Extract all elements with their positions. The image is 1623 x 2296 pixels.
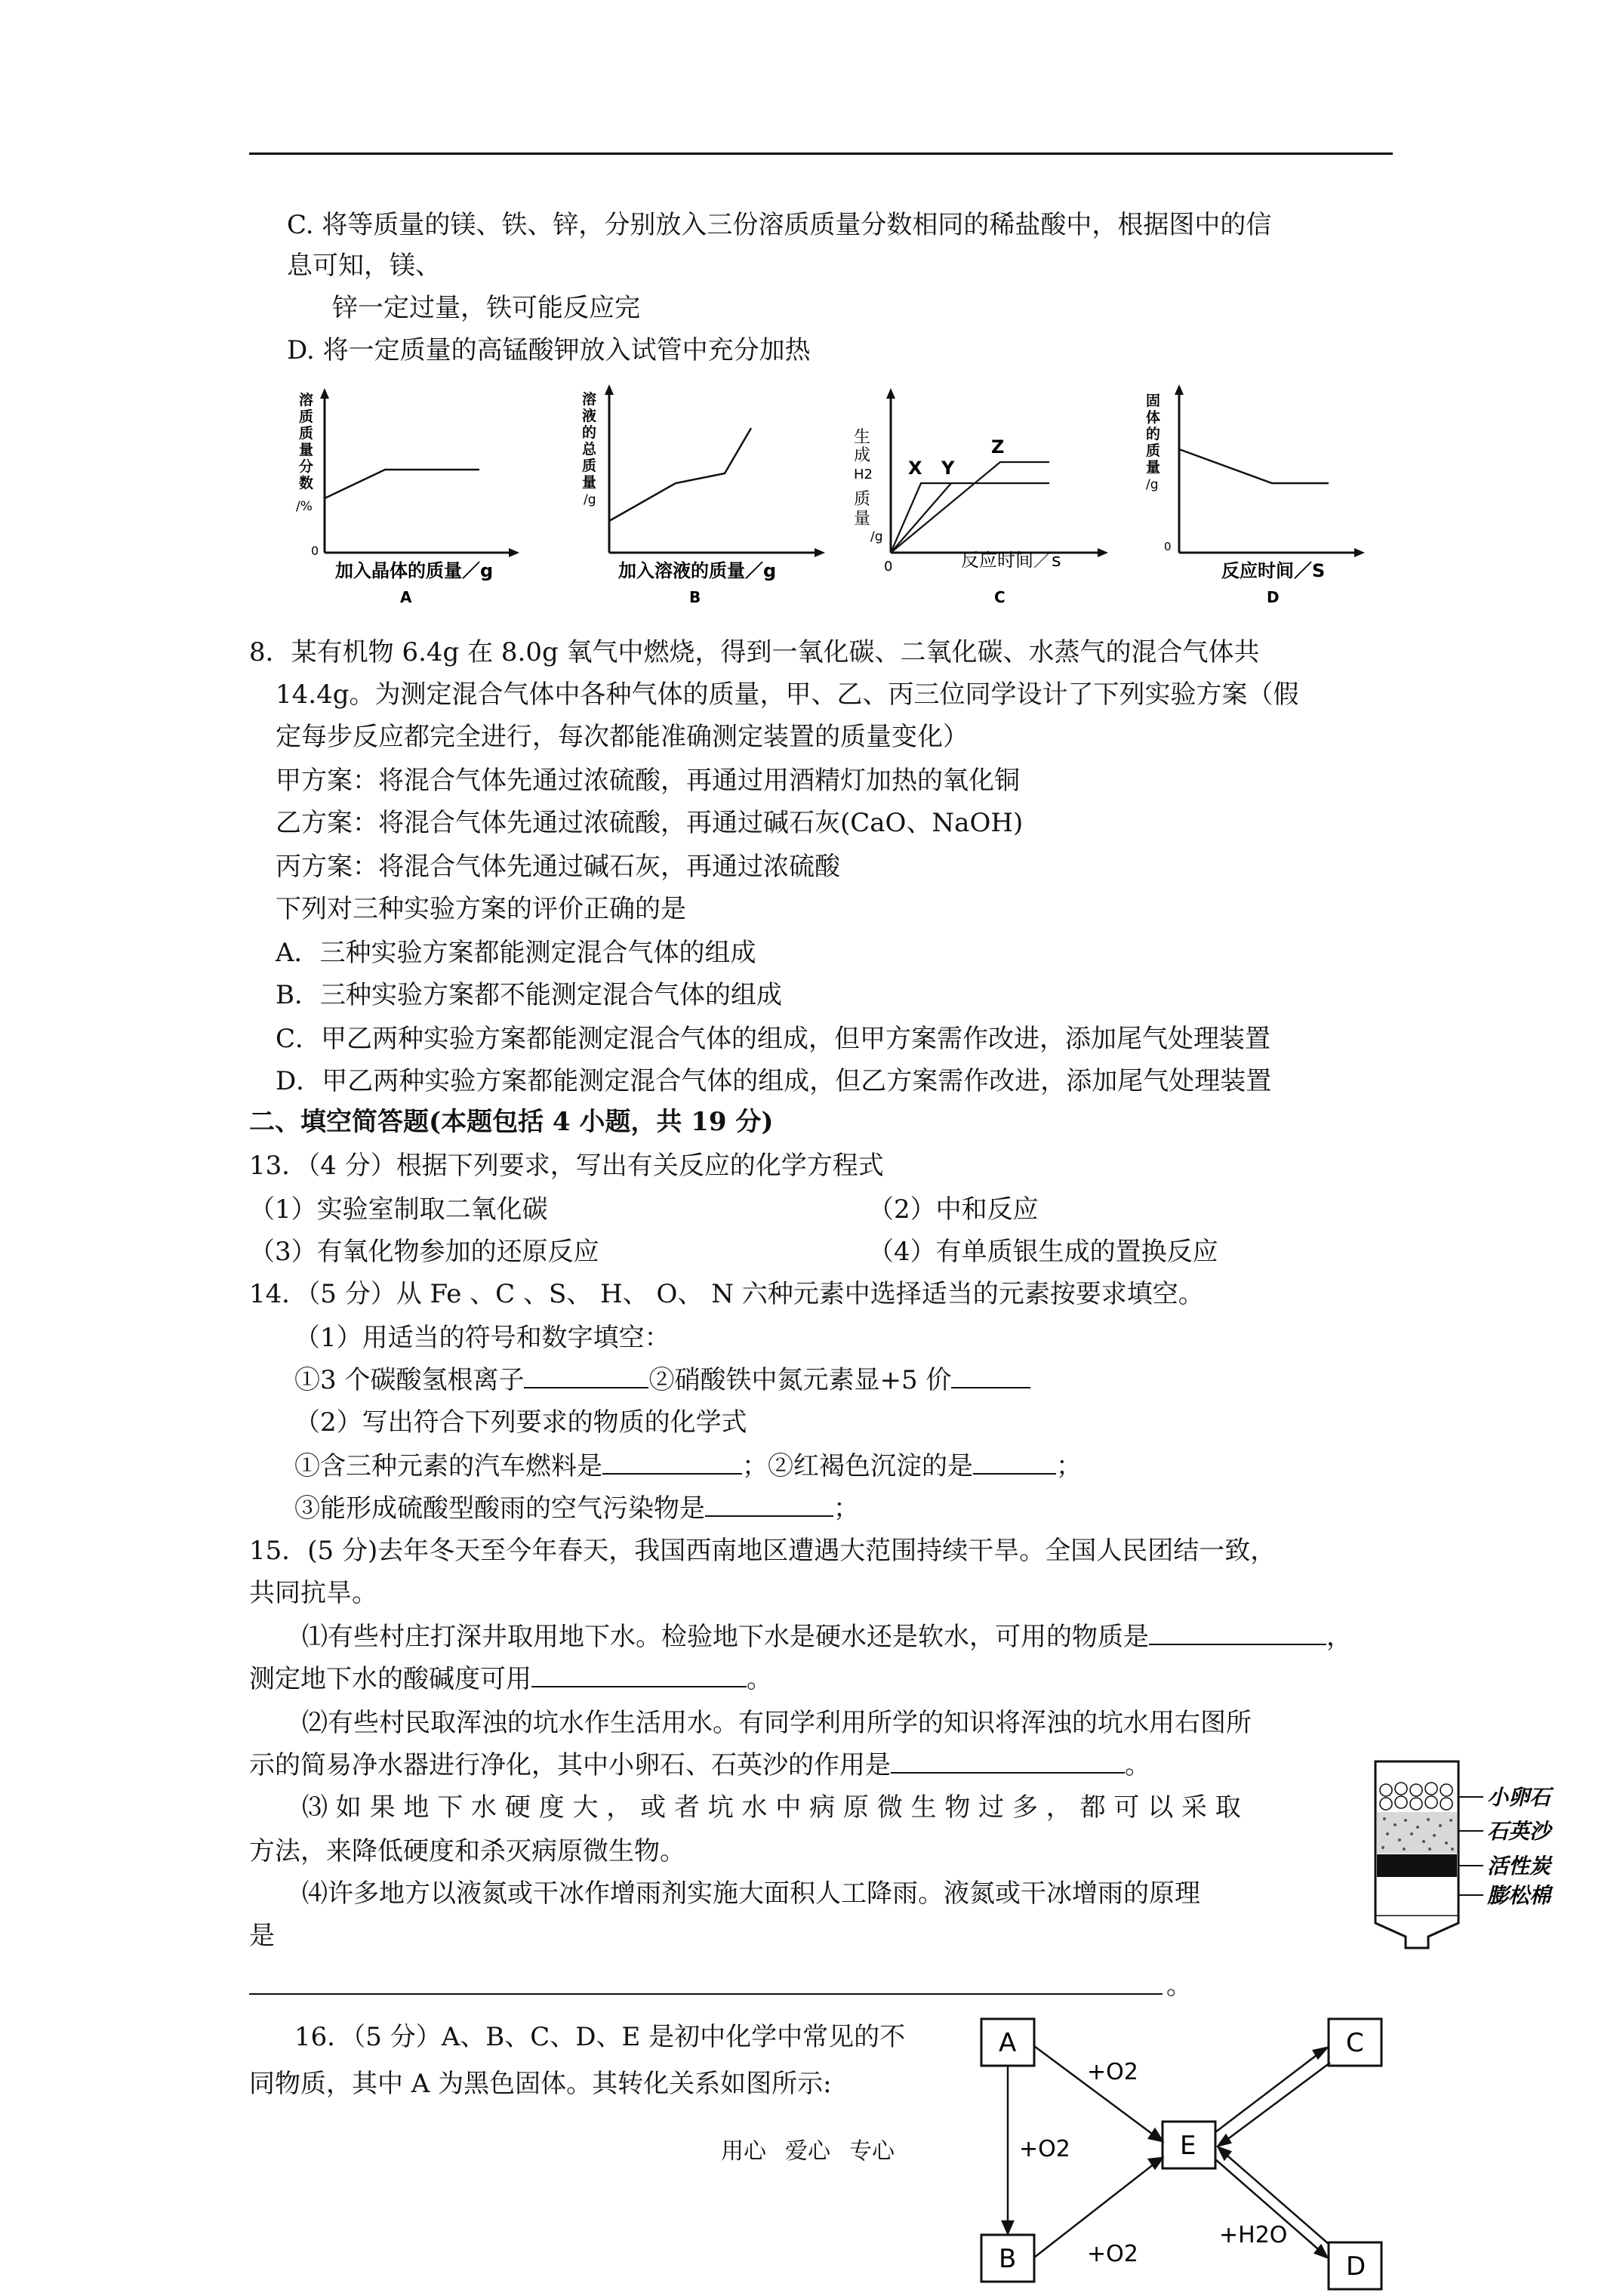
- graph-d-origin: 0: [1164, 540, 1172, 553]
- node-e: E: [1180, 2131, 1196, 2161]
- q16-line2: 同物质，其中 A 为黑色固体。其转化关系如图所示:: [249, 2069, 832, 2099]
- q15-line1: 15．(5 分)去年冬天至今年春天，我国西南地区遭遇大范围持续干旱。全国人民团结一致，: [249, 1536, 1277, 1566]
- q13-item1: （1）实验室制取二氧化碳: [249, 1194, 548, 1225]
- q8-option-d: D．甲乙两种实验方案都能测定混合气体的组成，但乙方案需作改进，添加尾气处理装置: [276, 1066, 1272, 1096]
- q16-transform-diagram: [974, 2008, 1397, 2296]
- q15-part3-line1: ⑶ 如 果 地 下 水 硬 度 大 ， 或 者 坑 水 中 病 原 微 生 物 过 多 ， 都 可 以 采 取: [302, 1792, 1241, 1823]
- q14-stem: 14．（5 分）从 Fe 、C 、S、 H、 O、 N 六种元素中选择适当的元素按要求填空。: [249, 1279, 1204, 1309]
- graph-b-yunit: /g: [584, 492, 596, 507]
- q15-part3-line2: 方法，来降低硬度和杀灭病原微生物。: [249, 1836, 685, 1866]
- q15-answer-period: 。: [1166, 1971, 1192, 2001]
- q14-part2b-blank[interactable]: [973, 1450, 1056, 1475]
- graph-a: [287, 385, 536, 612]
- graph-c-ylabel-3: 质: [854, 490, 871, 509]
- graph-a-xlabel: 加入晶体的质量／g: [335, 560, 494, 581]
- graph-a-ylabel-4: 分: [299, 458, 314, 475]
- footer-b: 爱心: [785, 2138, 830, 2165]
- graph-c-ylabel-1: 成: [854, 446, 871, 465]
- q8-plan-bing: 丙方案：将混合气体先通过碱石灰，再通过浓硫酸: [276, 852, 840, 882]
- q7-option-c-line3: 锌一定过量，铁可能反应完: [332, 293, 640, 323]
- graph-b-xlabel: 加入溶液的质量／g: [618, 560, 777, 581]
- graph-a-origin: 0: [311, 544, 319, 558]
- graph-d-ylabel-4: 量: [1146, 459, 1161, 476]
- q7-option-d: D. 将一定质量的高锰酸钾放入试管中充分加热: [287, 335, 811, 365]
- graph-c-origin: 0: [884, 559, 893, 575]
- q8-option-a: A．三种实验方案都能测定混合气体的组成: [276, 938, 756, 968]
- q14-part1b-label: ②硝酸铁中氮元素显+5 价: [648, 1365, 952, 1395]
- graph-a-ylabel-5: 数: [299, 475, 314, 492]
- q14-part2d-label: ③能形成硫酸型酸雨的空气污染物是: [294, 1493, 705, 1524]
- q15-part1-line: [302, 1620, 1352, 1653]
- q14-part2d-blank[interactable]: [705, 1493, 833, 1517]
- q8-option-c: C．甲乙两种实验方案都能测定混合气体的组成，但甲方案需作改进，添加尾气处理装置: [276, 1024, 1271, 1054]
- graph-a-letter: A: [400, 588, 412, 606]
- q8-plan-yi: 乙方案：将混合气体先通过浓硫酸，再通过碱石灰(CaO、NaOH): [276, 808, 1024, 838]
- q14-part2: （2）写出符合下列要求的物质的化学式: [294, 1407, 747, 1438]
- q14-part1b-blank[interactable]: [951, 1364, 1030, 1388]
- graph-c-ylabel-2: H2: [854, 467, 873, 482]
- q15-part2-line1: ⑵有些村民取浑浊的坑水作生活用水。有同学利用所学的知识将浑浊的坑水用右图所: [302, 1708, 1252, 1738]
- q15-answer-line[interactable]: [249, 1993, 1163, 1995]
- graph-b-ylabel-5: 量: [582, 474, 597, 491]
- q14-part2a-blank[interactable]: [602, 1450, 742, 1475]
- q15-ph-label: 测定地下水的酸碱度可用: [249, 1664, 531, 1694]
- q8-prompt: 下列对三种实验方案的评价正确的是: [276, 894, 686, 924]
- q13-item2: （2）中和反应: [868, 1194, 1039, 1225]
- q14-part2c-label: ；: [1056, 1451, 1082, 1481]
- graph-c-series-x: X: [908, 458, 922, 479]
- q8-plan-jia: 甲方案：将混合气体先通过浓硫酸，再通过用酒精灯加热的氧化铜: [276, 766, 1020, 796]
- q15-line2: 共同抗旱。: [249, 1578, 377, 1608]
- footer-c: 专心: [849, 2138, 895, 2165]
- q14-part2a-label: ①含三种元素的汽车燃料是: [294, 1451, 602, 1481]
- filter-label-cotton: 膨松棉: [1487, 1883, 1551, 1908]
- graph-c-xlabel: 反应时间／s: [961, 550, 1061, 571]
- label-d-to-e: +H2O: [1219, 2222, 1288, 2248]
- graph-d-xlabel: 反应时间／S: [1221, 560, 1326, 581]
- q14-part1a-label: ①3 个碳酸氢根离子: [294, 1365, 525, 1395]
- q15-part4-line1: ⑷许多地方以液氮或干冰作增雨剂实施大面积人工降雨。液氮或干冰增雨的原理: [302, 1878, 1200, 1909]
- graph-c-series-z: Z: [991, 436, 1005, 458]
- q8-option-b: B．三种实验方案都不能测定混合气体的组成: [276, 980, 782, 1010]
- filter-label-carbon: 活性炭: [1487, 1854, 1551, 1878]
- q15-part2-label: 示的简易净水器进行净化，其中小卵石、石英沙的作用是: [249, 1750, 891, 1780]
- graph-a-yunit: /%: [296, 499, 313, 514]
- graph-c-series-y: Y: [941, 458, 955, 479]
- graph-d-letter: D: [1267, 588, 1280, 606]
- q8-line1: 8．某有机物 6.4g 在 8.0g 氧气中燃烧，得到一氧化碳、二氧化碳、水蒸气的混合气体共: [249, 637, 1260, 667]
- q15-part2-line2: [249, 1749, 1150, 1782]
- node-a: A: [999, 2028, 1017, 2058]
- label-a-to-e: +O2: [1087, 2059, 1138, 2085]
- graph-a-ylabel-2: 质: [299, 425, 314, 442]
- q14-part2-line1: [294, 1450, 1082, 1483]
- q15-part1-comma: ，: [1326, 1622, 1352, 1652]
- q15-part1-blank[interactable]: [1149, 1621, 1326, 1645]
- graph-c-ylabel-4: 量: [854, 510, 871, 529]
- q15-part2-period: 。: [1125, 1750, 1150, 1780]
- header-rule: [249, 153, 1393, 155]
- node-d: D: [1346, 2251, 1366, 2282]
- graph-c-letter: C: [994, 588, 1006, 606]
- q8-line3: 定每步反应都完全进行，每次都能准确测定装置的质量变化）: [276, 722, 969, 752]
- graph-b: [570, 381, 849, 612]
- q15-part2-blank[interactable]: [891, 1749, 1125, 1774]
- graph-a-ylabel-1: 质: [299, 408, 314, 425]
- graph-d-ylabel-1: 体: [1146, 409, 1161, 426]
- q14-part2e-label: ；: [833, 1493, 859, 1524]
- q14-part2-line2: [294, 1492, 859, 1525]
- q14-part2b-label: ；②红褐色沉淀的是: [742, 1451, 973, 1481]
- label-b-to-e: +O2: [1087, 2241, 1138, 2267]
- q8-line2: 14.4g。为测定混合气体中各种气体的质量，甲、乙、丙三位同学设计了下列实验方案（假: [276, 680, 1299, 710]
- q15-part1-line2: [249, 1663, 772, 1696]
- filter-label-pebble: 小卵石: [1487, 1785, 1551, 1810]
- graph-b-ylabel-2: 的: [582, 424, 597, 441]
- q14-part1: （1）用适当的符号和数字填空：: [294, 1323, 670, 1353]
- q14-part1a-blank[interactable]: [524, 1364, 648, 1388]
- q7-option-c-line2: 息可知，镁、: [287, 251, 441, 281]
- footer-a: 用心: [721, 2138, 766, 2165]
- graph-d-ylabel-0: 固: [1146, 393, 1161, 409]
- q15-part4-line2: 是: [249, 1921, 275, 1951]
- graph-b-ylabel-3: 总: [582, 441, 597, 458]
- label-a-to-b: +O2: [1019, 2136, 1070, 2162]
- graph-d: [1132, 381, 1389, 612]
- water-filter-figure: [1359, 1755, 1608, 1952]
- graph-d-ylabel-3: 质: [1146, 442, 1161, 459]
- q16-line1: 16．（5 分）A、B、C、D、E 是初中化学中常见的不: [294, 2022, 906, 2052]
- q13-item3: （3）有氧化物参加的还原反应: [249, 1237, 599, 1267]
- graph-d-ylabel-2: 的: [1146, 426, 1161, 442]
- q15-part1-label: ⑴有些村庄打深井取用地下水。检验地下水是硬水还是软水，可用的物质是: [302, 1622, 1149, 1652]
- graph-d-yunit: /g: [1146, 477, 1159, 492]
- node-b: B: [999, 2244, 1017, 2274]
- graph-b-letter: B: [689, 588, 701, 606]
- graph-a-ylabel-0: 溶: [299, 392, 314, 408]
- q13-stem: 13．（4 分）根据下列要求，写出有关反应的化学方程式: [249, 1151, 884, 1181]
- graph-a-ylabel-3: 量: [299, 442, 314, 458]
- section-two-heading: 二、填空简答题(本题包括 4 小题，共 19 分): [249, 1107, 774, 1137]
- graph-c-ylabel-0: 生: [854, 428, 871, 447]
- q7-option-c-line1: C. 将等质量的镁、铁、锌，分别放入三份溶质质量分数相同的稀盐酸中，根据图中的信: [287, 210, 1272, 240]
- q15-ph-period: 。: [747, 1664, 772, 1694]
- q14-part1-line: [294, 1364, 1030, 1397]
- graph-b-ylabel-4: 质: [582, 458, 597, 474]
- graph-b-ylabel-0: 溶: [582, 391, 597, 408]
- filter-label-sand: 石英沙: [1487, 1819, 1551, 1844]
- graph-c-yunit: /g: [870, 529, 883, 544]
- node-c: C: [1346, 2028, 1364, 2058]
- q13-item4: （4）有单质银生成的置换反应: [868, 1237, 1218, 1267]
- q15-ph-blank[interactable]: [531, 1663, 747, 1687]
- graph-b-ylabel-1: 液: [582, 408, 597, 424]
- graph-c: [849, 385, 1121, 612]
